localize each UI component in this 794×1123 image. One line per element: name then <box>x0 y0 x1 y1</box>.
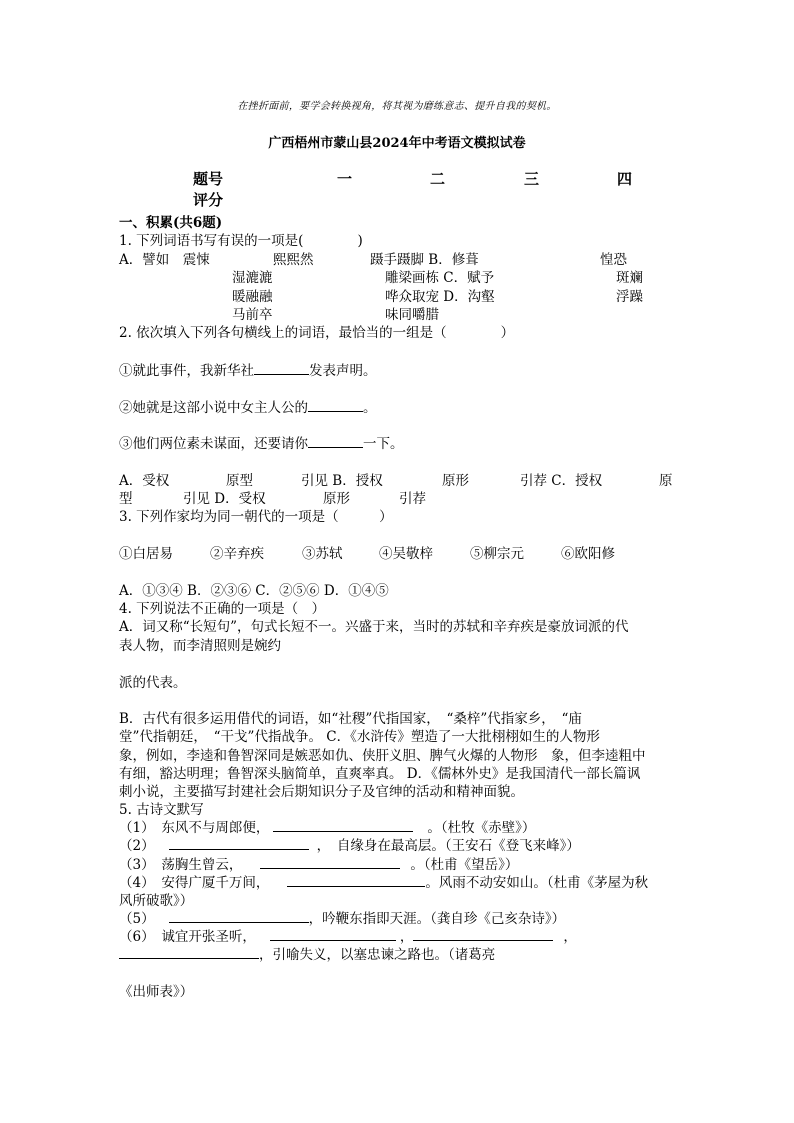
q3-author: ③苏轼 <box>302 546 343 562</box>
q1-r1-d: 惶恐 <box>600 252 627 268</box>
q4-stem: 4. 下列说法不正确的一项是（ ） <box>119 601 326 617</box>
q2-opt-1: A．受权 <box>119 473 170 489</box>
q3-options: A．①③④ B．②③⑥ C．②⑤⑥ D．①④⑤ <box>119 583 389 599</box>
q1-r4-a: 马前卒 <box>232 307 273 323</box>
answer-blank[interactable] <box>287 872 425 887</box>
q5-line-4-cont: 风所破歌》） <box>119 893 194 909</box>
answer-blank[interactable] <box>169 908 309 923</box>
q3-author: ⑤柳宗元 <box>470 546 524 562</box>
q4-line: 表人物，而李清照则是婉约 <box>119 638 281 654</box>
q3-author: ②辛弃疾 <box>210 546 264 562</box>
table-row-label: 评分 <box>193 191 224 209</box>
q1-r4-b: 味同嚼腊 <box>385 307 439 323</box>
q1-r3-b: 哗众取宠 D．沟壑 <box>385 289 495 305</box>
q2-opt-3: 引见 B．授权 <box>301 473 383 489</box>
q1-r3-c: 浮躁 <box>616 289 643 305</box>
answer-blank[interactable] <box>273 817 413 832</box>
answer-blank[interactable] <box>308 433 363 448</box>
q5-line-3: （3） 荡胸生曾云， 。（杜甫《望岳》） <box>119 853 518 873</box>
q4-line: 派的代表。 <box>119 675 187 691</box>
q1-r3-a: 暖融融 <box>232 289 273 305</box>
q5-line-2: （2） ， 自缘身在最高层。（王安石《登飞来峰》） <box>119 834 580 854</box>
answer-blank[interactable] <box>119 944 259 959</box>
q5-line-6-cont: ，引喻失义，以塞忠谏之路也。（诸葛亮 <box>119 943 495 963</box>
answer-blank[interactable] <box>260 854 400 869</box>
answer-blank[interactable] <box>308 397 363 412</box>
q4-line: B．古代有很多运用借代的词语，如“社稷”代指国家， “桑梓”代指家乡， “庙 <box>119 711 582 727</box>
q3-author: ①白居易 <box>119 546 173 562</box>
section-heading: 一、积累(共6题) <box>119 215 223 231</box>
table-col-1: 一 <box>337 170 353 188</box>
exam-title: 广西梧州市蒙山县2024年中考语文模拟试卷 <box>268 136 526 151</box>
q2-opt-9: 原形 <box>323 491 350 507</box>
q5-line-4: （4） 安得广厦千万间， 。风雨不动安如山。（杜甫《茅屋为秋 <box>119 871 648 891</box>
q4-line: 堂”代指朝廷， “干戈”代指战争。 C．《水浒传》塑造了一大批栩栩如生的人物形 <box>119 729 600 745</box>
q2-sentence-2: ②她就是这部小说中女主人公的 。 <box>119 396 377 416</box>
table-col-3: 三 <box>524 170 540 188</box>
q2-sentence-3: ③他们两位素未谋面，还要请你 一下。 <box>119 432 404 452</box>
q1-stem: 1. 下列词语书写有误的一项是( ) <box>119 233 363 249</box>
q1-r2-b: 雕梁画栋 C．赋予 <box>385 270 495 286</box>
q2-opt-2: 原型 <box>226 473 253 489</box>
q2-opt-10: 引荐 <box>399 491 426 507</box>
q5-line-5: （5） ，吟鞭东指即天涯。（龚自珍《己亥杂诗》） <box>119 907 565 927</box>
answer-blank[interactable] <box>413 926 553 941</box>
answer-blank[interactable] <box>270 926 396 941</box>
table-col-2: 二 <box>430 170 446 188</box>
q2-opt-6: 原 <box>659 473 673 489</box>
q2-opt-7: 型 <box>119 491 133 507</box>
q2-opt-8: 引见 D．受权 <box>183 491 266 507</box>
q1-r1-a: A．譬如 震悚 <box>119 252 210 268</box>
q5-line-1: （1） 东风不与周郎便， 。（杜牧《赤壁》） <box>119 816 535 836</box>
q1-r2-a: 湿漉漉 <box>232 270 273 286</box>
q4-line: 有细，豁达明理；鲁智深头脑简单，直爽率真。 D．《儒林外史》是我国清代一部长篇讽 <box>119 766 641 782</box>
q3-stem: 3. 下列作家均为同一朝代的一项是（ ） <box>119 509 393 525</box>
q3-author: ④吴敬梓 <box>379 546 433 562</box>
q4-line: 象，例如，李逵和鲁智深同是嫉恶如仇、侠肝义胆、脾气火爆的人物形 象，但李逵粗中 <box>119 748 646 764</box>
q5-line-6-end: 《出师表》） <box>119 984 194 1000</box>
answer-blank[interactable] <box>254 360 309 375</box>
table-header-label: 题号 <box>193 170 224 188</box>
table-col-4: 四 <box>617 170 633 188</box>
q2-opt-5: 引荐 C．授权 <box>520 473 603 489</box>
q1-r1-c: 蹑手蹑脚 B．修葺 <box>370 252 479 268</box>
q4-line: 刺小说，主要描写封建社会后期知识分子及官绅的活动和精神面貌。 <box>119 784 524 800</box>
q3-author: ⑥欧阳修 <box>561 546 615 562</box>
q2-opt-4: 原形 <box>442 473 469 489</box>
q5-stem: 5. 古诗文默写 <box>119 802 204 818</box>
motto: 在挫折面前，要学会转换视角，将其视为磨练意志、提升自我的契机。 <box>237 101 557 112</box>
q2-sentence-1: ①就此事件，我新华社 发表声明。 <box>119 359 377 379</box>
q4-line: A．词又称“长短句”，句式长短不一。兴盛于来，当时的苏轼和辛弃疾是豪放词派的代 <box>119 619 629 635</box>
q5-line-6: （6） 诚宜开张圣听， ， ， <box>119 925 577 945</box>
q2-stem: 2. 依次填入下列各句横线上的词语，最恰当的一组是（ ） <box>119 325 515 341</box>
q1-r1-b: 熙熙然 <box>273 252 314 268</box>
q1-r2-c: 斑斓 <box>616 270 643 286</box>
answer-blank[interactable] <box>169 835 309 850</box>
